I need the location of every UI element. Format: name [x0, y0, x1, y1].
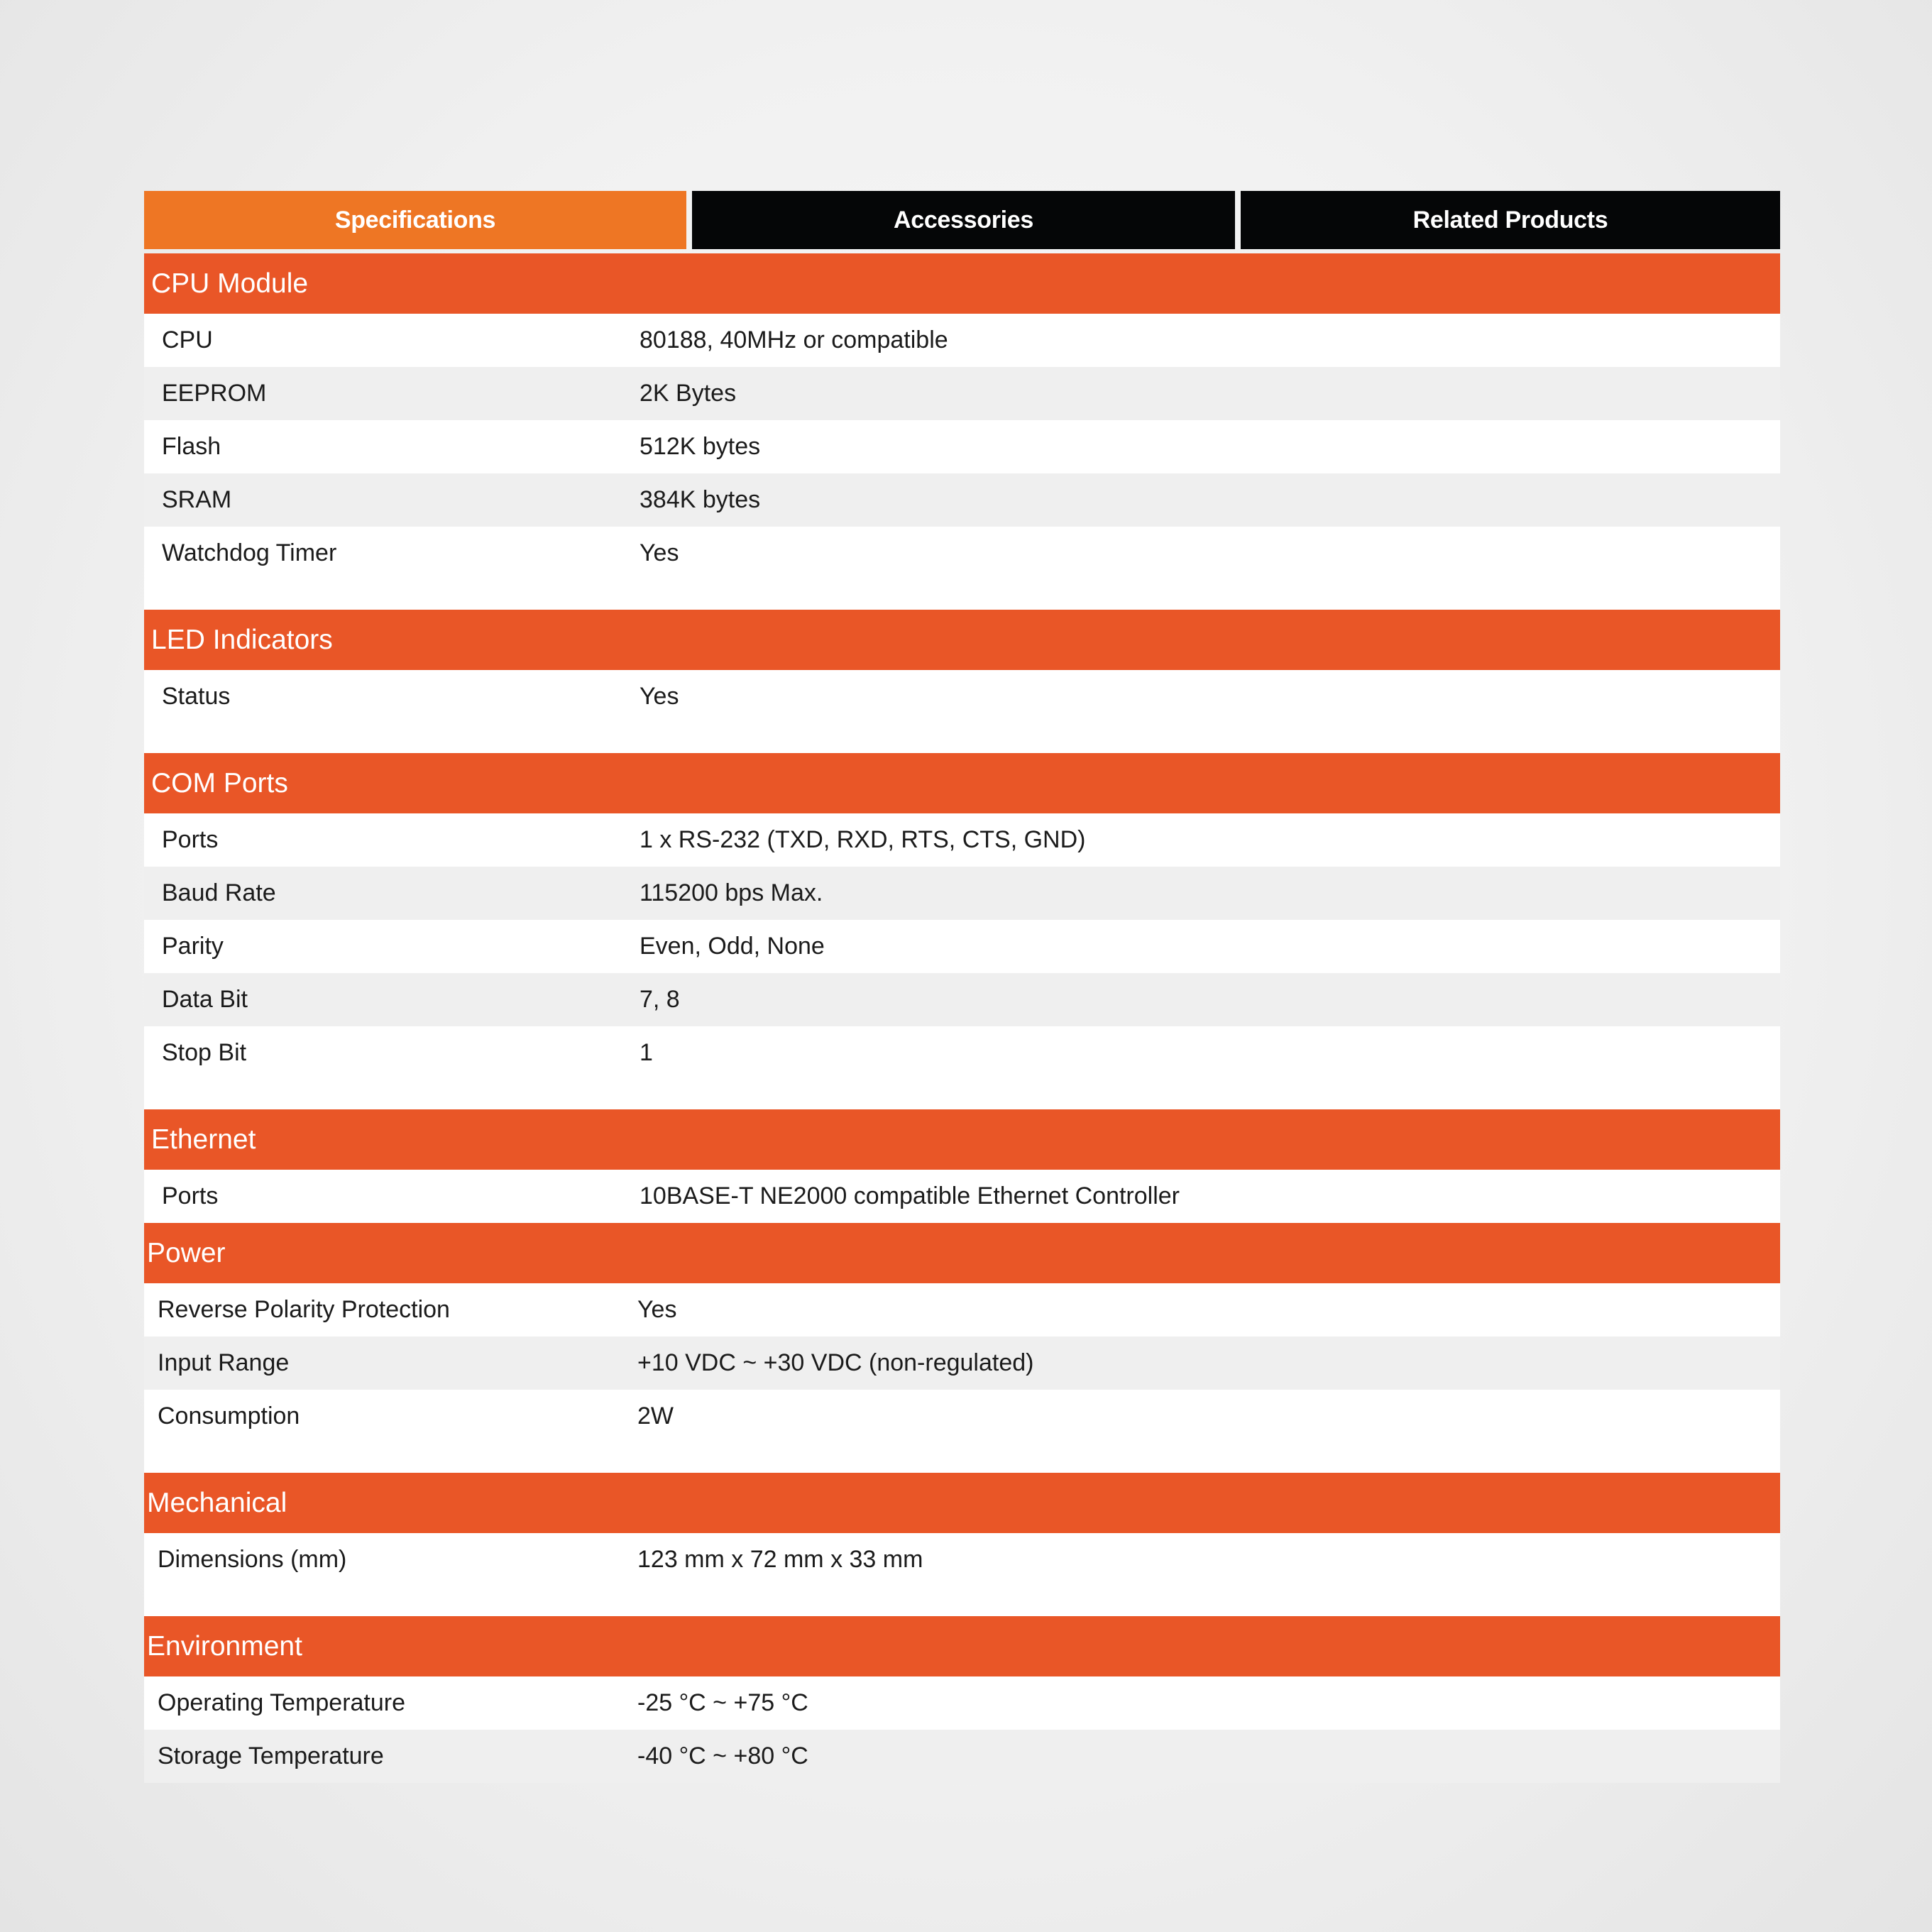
section-header-environment: Environment — [144, 1616, 1780, 1676]
table-row — [144, 473, 1780, 527]
spec-value: Yes — [640, 539, 679, 566]
table-row — [144, 973, 1780, 1026]
spec-value: Even, Odd, None — [640, 933, 825, 960]
table-row — [144, 314, 1780, 367]
tab-related-products[interactable]: Related Products — [1241, 191, 1780, 249]
spec-table — [144, 253, 1780, 1783]
table-row — [144, 1390, 1780, 1443]
table-row — [144, 367, 1780, 420]
spec-label: Operating Temperature — [158, 1689, 406, 1716]
spec-value: -40 °C ~ +80 °C — [637, 1742, 808, 1769]
section-rows-com-ports — [144, 813, 1780, 1080]
section-header-ethernet: Ethernet — [144, 1109, 1780, 1170]
spec-value: +10 VDC ~ +30 VDC (non-regulated) — [637, 1349, 1034, 1376]
spec-label: Data Bit — [162, 986, 248, 1013]
section-header-cpu-module: CPU Module — [144, 253, 1780, 314]
tab-specifications[interactable]: Specifications — [144, 191, 686, 249]
section-spacer — [144, 580, 1780, 610]
table-row — [144, 1026, 1780, 1080]
spec-value: 512K bytes — [640, 433, 761, 460]
spec-value: 2K Bytes — [640, 380, 737, 407]
table-row — [144, 813, 1780, 867]
spec-label: EEPROM — [162, 380, 267, 407]
spec-label: Ports — [162, 1182, 219, 1209]
spec-label: Reverse Polarity Protection — [158, 1296, 450, 1323]
section-spacer — [144, 723, 1780, 753]
spec-value: 115200 bps Max. — [640, 879, 823, 906]
spec-label: Dimensions (mm) — [158, 1546, 347, 1573]
section-header-mechanical: Mechanical — [144, 1473, 1780, 1533]
spec-value: Yes — [640, 683, 679, 710]
spec-label: Input Range — [158, 1349, 290, 1376]
spec-label: Watchdog Timer — [162, 539, 337, 566]
spec-value: 2W — [637, 1403, 674, 1429]
table-row — [144, 420, 1780, 473]
spec-label: Storage Temperature — [158, 1742, 384, 1769]
spec-value: 1 x RS-232 (TXD, RXD, RTS, CTS, GND) — [640, 826, 1086, 853]
section-header-com-ports: COM Ports — [144, 753, 1780, 813]
table-row — [144, 1337, 1780, 1390]
table-row — [144, 1676, 1780, 1730]
spec-label: Ports — [162, 826, 219, 853]
spec-label: Stop Bit — [162, 1039, 247, 1066]
spec-value: 123 mm x 72 mm x 33 mm — [637, 1546, 923, 1573]
table-row — [144, 527, 1780, 580]
section-rows-mechanical — [144, 1533, 1780, 1586]
section-header-power: Power — [144, 1223, 1780, 1283]
section-rows-environment — [144, 1676, 1780, 1783]
section-rows-led-indicators — [144, 670, 1780, 723]
section-rows-cpu-module — [144, 314, 1780, 580]
spec-value: 80188, 40MHz or compatible — [640, 326, 948, 353]
tab-accessories[interactable]: Accessories — [692, 191, 1235, 249]
spec-value: Yes — [637, 1296, 677, 1323]
spec-value: 7, 8 — [640, 986, 680, 1013]
section-rows-power — [144, 1283, 1780, 1443]
spec-value: 1 — [640, 1039, 653, 1066]
table-row — [144, 1730, 1780, 1783]
table-row — [144, 1283, 1780, 1337]
spec-label: Status — [162, 683, 231, 710]
table-row — [144, 920, 1780, 973]
table-row — [144, 867, 1780, 920]
spec-label: Flash — [162, 433, 221, 460]
spec-label: Consumption — [158, 1403, 300, 1429]
spec-label: SRAM — [162, 486, 232, 513]
section-header-led-indicators: LED Indicators — [144, 610, 1780, 670]
product-spec-panel — [144, 191, 1780, 1783]
section-rows-ethernet — [144, 1170, 1780, 1223]
table-row — [144, 1170, 1780, 1223]
section-spacer — [144, 1586, 1780, 1616]
tab-bar — [144, 191, 1780, 249]
spec-value: 384K bytes — [640, 486, 761, 513]
spec-value: -25 °C ~ +75 °C — [637, 1689, 808, 1716]
spec-label: Baud Rate — [162, 879, 276, 906]
spec-value: 10BASE-T NE2000 compatible Ethernet Controller — [640, 1182, 1180, 1209]
section-spacer — [144, 1080, 1780, 1109]
section-spacer — [144, 1443, 1780, 1473]
table-row — [144, 670, 1780, 723]
table-row — [144, 1533, 1780, 1586]
spec-label: CPU — [162, 326, 213, 353]
spec-label: Parity — [162, 933, 224, 960]
